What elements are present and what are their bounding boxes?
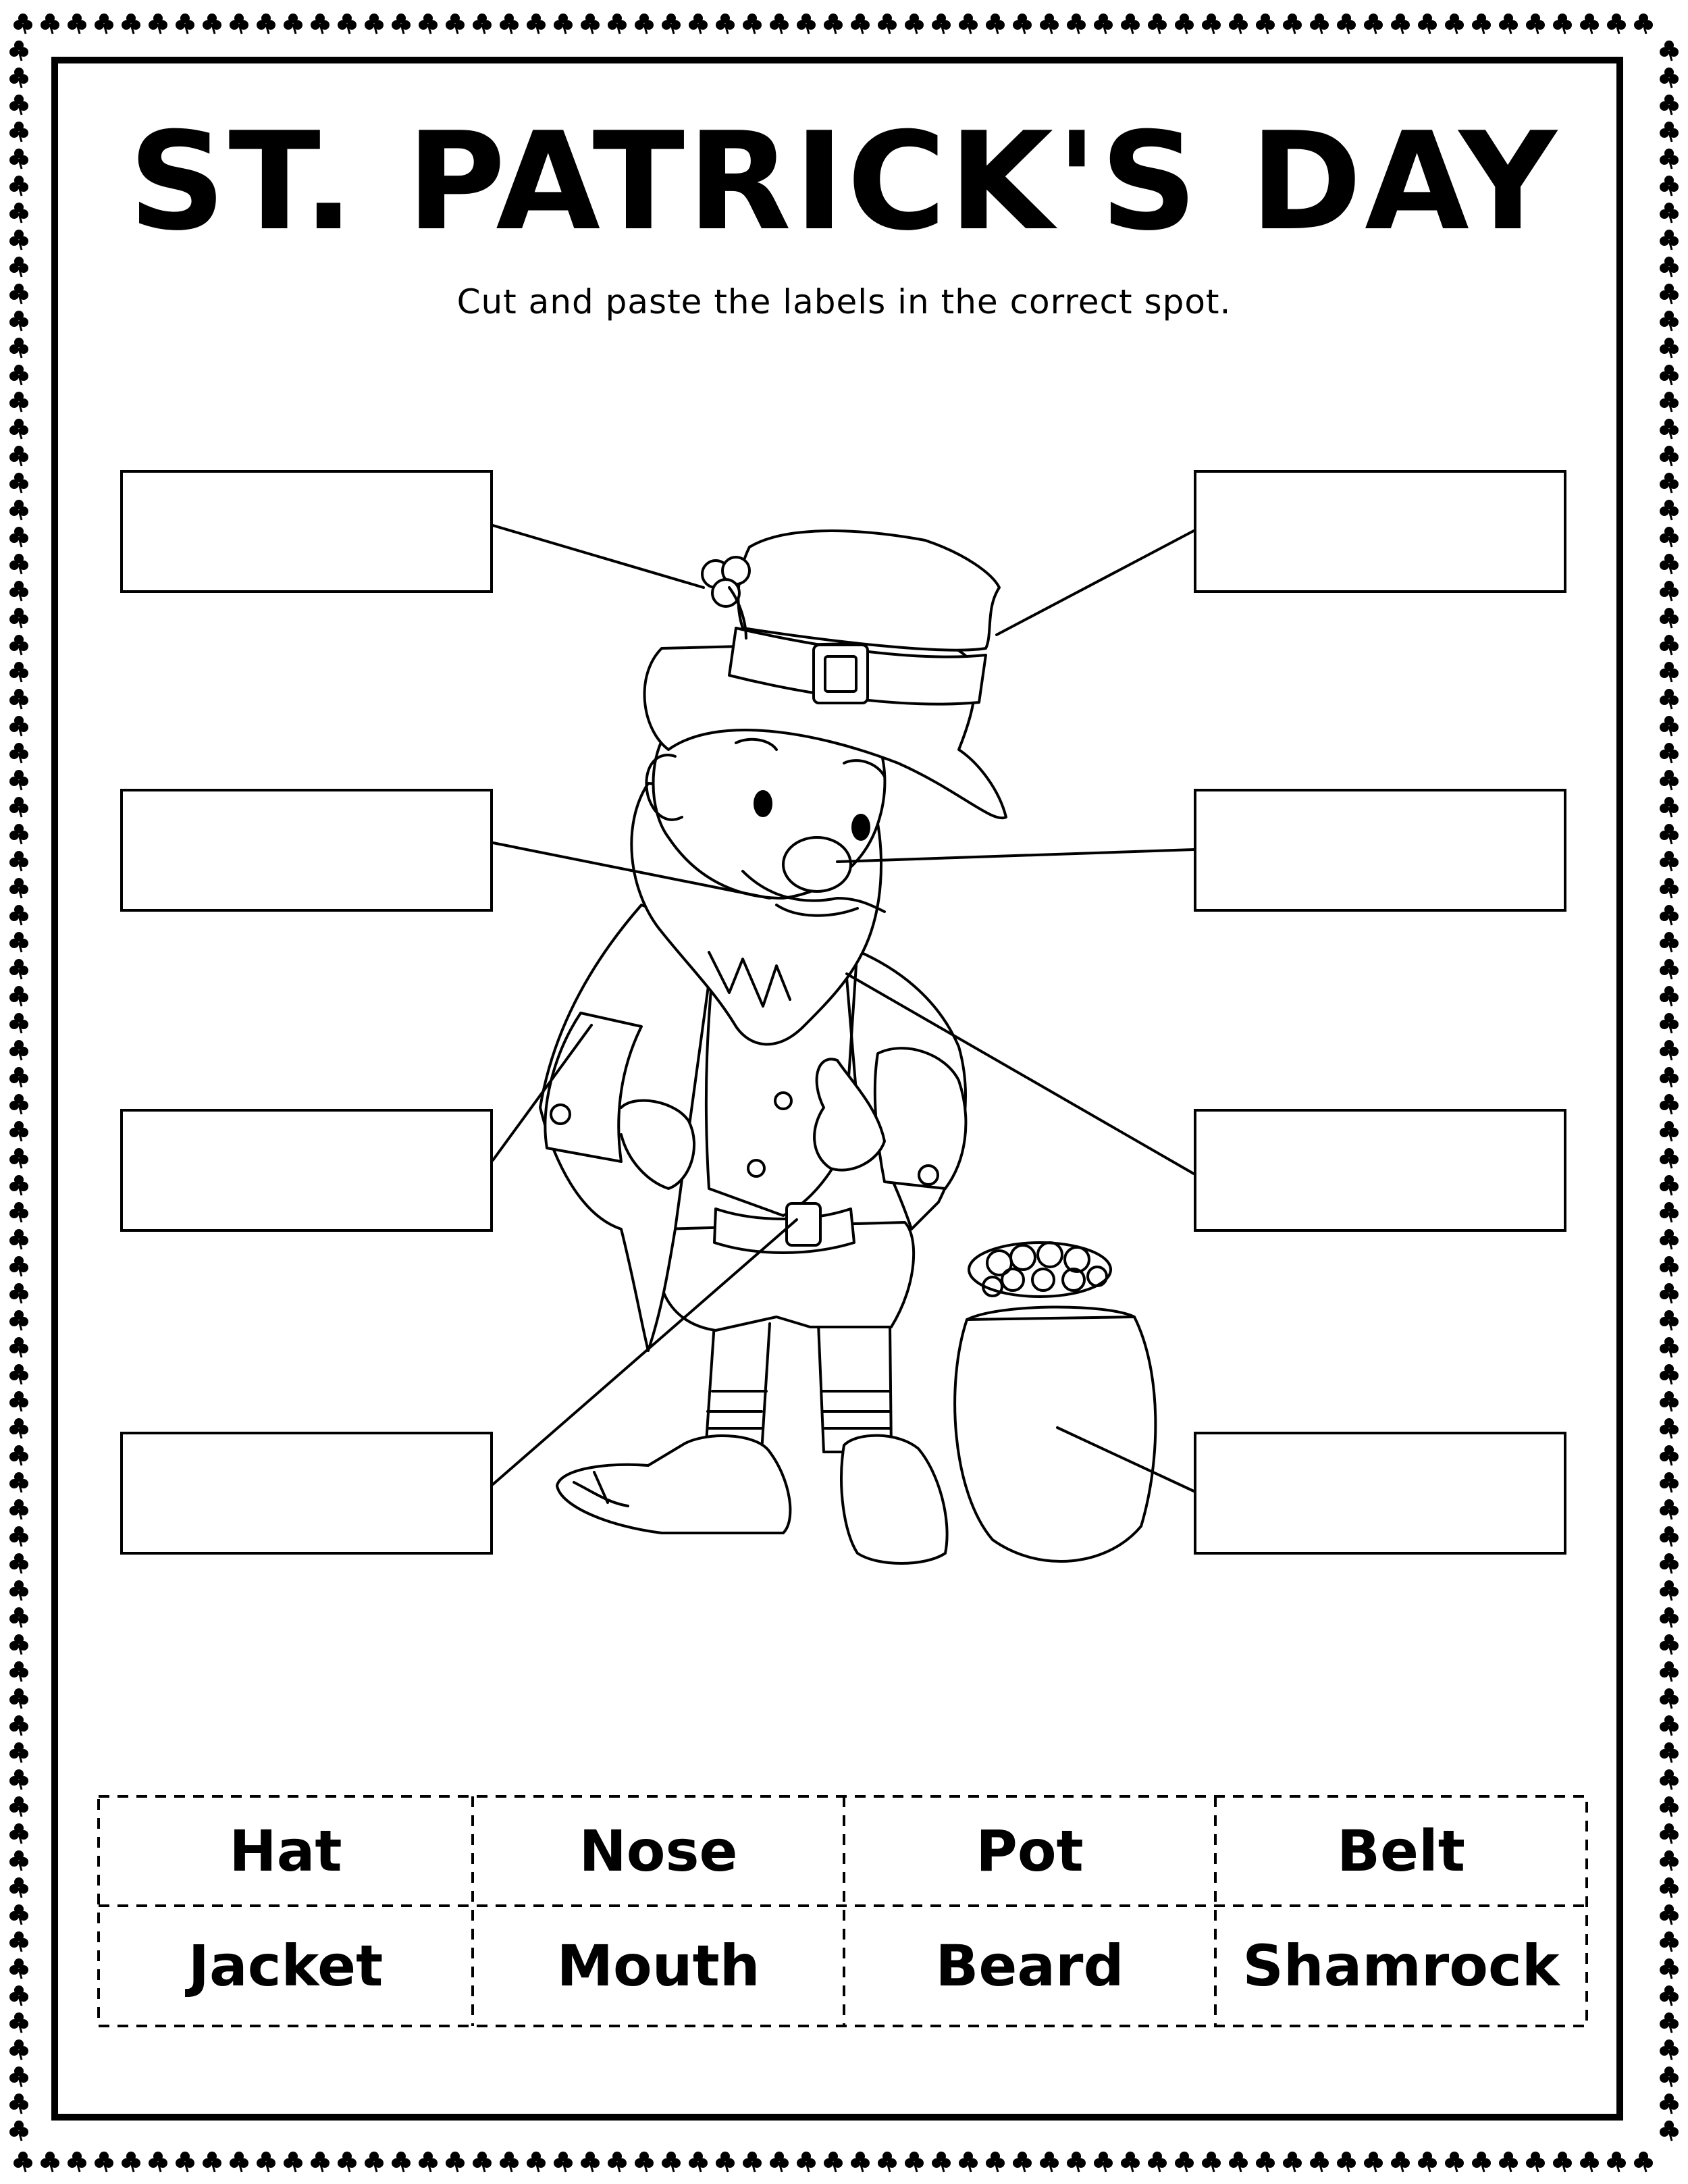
cut-label-belt[interactable]: Belt bbox=[1337, 1818, 1465, 1884]
cut-label-shamrock[interactable]: Shamrock bbox=[1242, 1933, 1560, 1999]
cut-label-pot[interactable]: Pot bbox=[976, 1818, 1084, 1884]
cut-label-mouth[interactable]: Mouth bbox=[556, 1933, 760, 1999]
cut-label-jacket[interactable]: Jacket bbox=[188, 1933, 384, 1999]
cut-label-hat[interactable]: Hat bbox=[229, 1818, 342, 1884]
page-title: ST. PATRICK'S DAY bbox=[128, 103, 1560, 261]
cut-label-beard[interactable]: Beard bbox=[935, 1933, 1124, 1999]
cut-label-nose[interactable]: Nose bbox=[579, 1818, 738, 1884]
instructions: Cut and paste the labels in the correct spot. bbox=[456, 282, 1232, 321]
